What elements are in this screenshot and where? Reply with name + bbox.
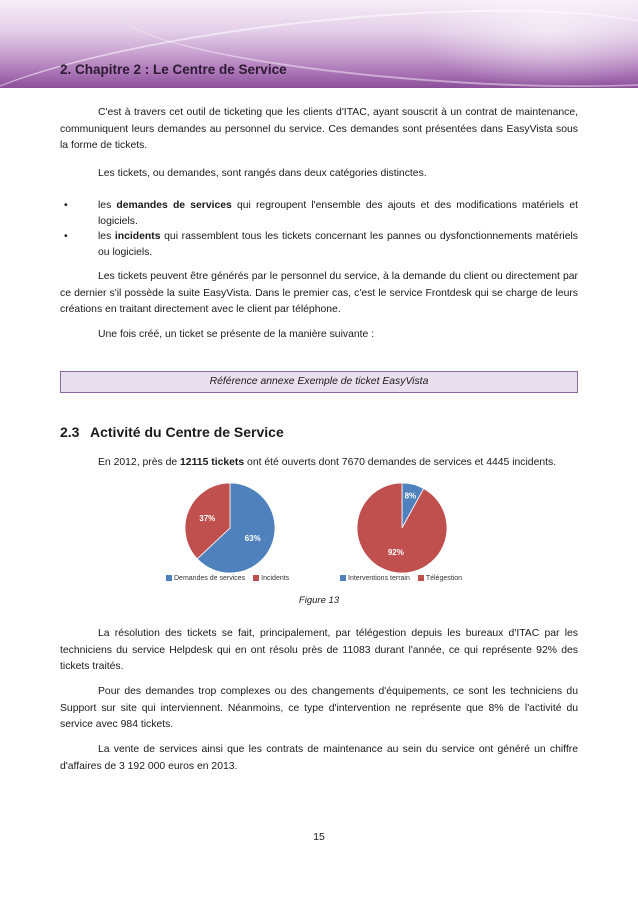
intro-paragraph-2: Les tickets, ou demandes, sont rangés dans deux catégories distinctes. xyxy=(98,168,427,179)
legend-item: Télégestion xyxy=(418,575,462,582)
intro-paragraph-1: C'est à travers cet outil de ticketing que les clients d'ITAC, ayant souscrit à un contrat de maintenance, communiquent leurs demandes au personnel du service. Ces demandes sont présentées dans EasyVista sous la forme de tickets. xyxy=(60,107,578,151)
legend-swatch xyxy=(166,575,172,581)
pie-data-label: 63% xyxy=(244,533,261,543)
section-number: 2.3 xyxy=(60,424,80,440)
outro-paragraph-2: Pour des demandes trop complexes ou des changements d'équipements, ce sont les techniciens du Support sur site qui interviennent. Néanmoins, ce type d'intervention ne représente que 8% de l'activité du service avec 984 tickets. xyxy=(60,686,578,730)
page-number: 15 xyxy=(313,832,325,843)
bullet-icon: • xyxy=(64,231,68,242)
pie-chart-resolution-mode xyxy=(352,478,452,578)
legend-item: Incidents xyxy=(253,575,289,582)
legend-item: Demandes de services xyxy=(166,575,245,582)
legend-swatch xyxy=(418,575,424,581)
outro-paragraph-1: La résolution des tickets se fait, principalement, par télégestion depuis les bureaux d'ITAC par les techniciens du service Helpdesk qui en ont résolu près de 11083 durant l'année, ce qui représente 92% des tickets traités. xyxy=(60,628,578,672)
intro-paragraph-3: Les tickets peuvent être générés par le personnel du service, à la demande du client ou directement par ce dernier s'il possède la suite EasyVista. Dans le premier cas, c'est le service Frontdesk qui se charge de leurs créations en traitant directement avec le client par téléphone. xyxy=(60,271,578,315)
pie-slice-t-l-gestion xyxy=(357,483,447,573)
legend-swatch xyxy=(340,575,346,581)
chapter-title: 2. Chapitre 2 : Le Centre de Service xyxy=(60,62,287,77)
legend-swatch xyxy=(253,575,259,581)
header-decoration xyxy=(418,0,638,88)
intro-paragraph-4: Une fois créé, un ticket se présente de la manière suivante : xyxy=(98,329,375,340)
pie2-legend xyxy=(340,575,468,582)
section-paragraph: En 2012, près de 12115 tickets ont été ouverts dont 7670 demandes de services et 4445 incidents. xyxy=(98,457,557,468)
reference-box: Référence annexe Exemple de ticket EasyVista xyxy=(60,371,578,393)
pie-chart-ticket-types xyxy=(180,478,280,578)
section-heading xyxy=(60,424,284,440)
outro-paragraph-3: La vente de services ainsi que les contrats de maintenance au sein du service ont généré un chiffre d'affaires de 3 192 000 euros en 2013. xyxy=(60,744,578,772)
legend-item: Interventions terrain xyxy=(340,575,410,582)
page-header-banner xyxy=(0,0,638,88)
section-title: Activité du Centre de Service xyxy=(90,424,284,440)
pie-data-label: 8% xyxy=(404,491,417,501)
bullet-text: les demandes de services qui regroupent l'ensemble des ajouts et des modifications matériels et logiciels. xyxy=(98,200,578,227)
bullet-text: les incidents qui rassemblent tous les tickets concernant les pannes ou dysfonctionnements matériels ou logiciels. xyxy=(98,231,579,258)
pie-data-label: 92% xyxy=(387,547,404,557)
pie1-legend xyxy=(166,575,295,582)
figure-caption: Figure 13 xyxy=(298,595,340,606)
bullet-icon: • xyxy=(64,200,68,211)
pie-data-label: 37% xyxy=(199,514,216,524)
